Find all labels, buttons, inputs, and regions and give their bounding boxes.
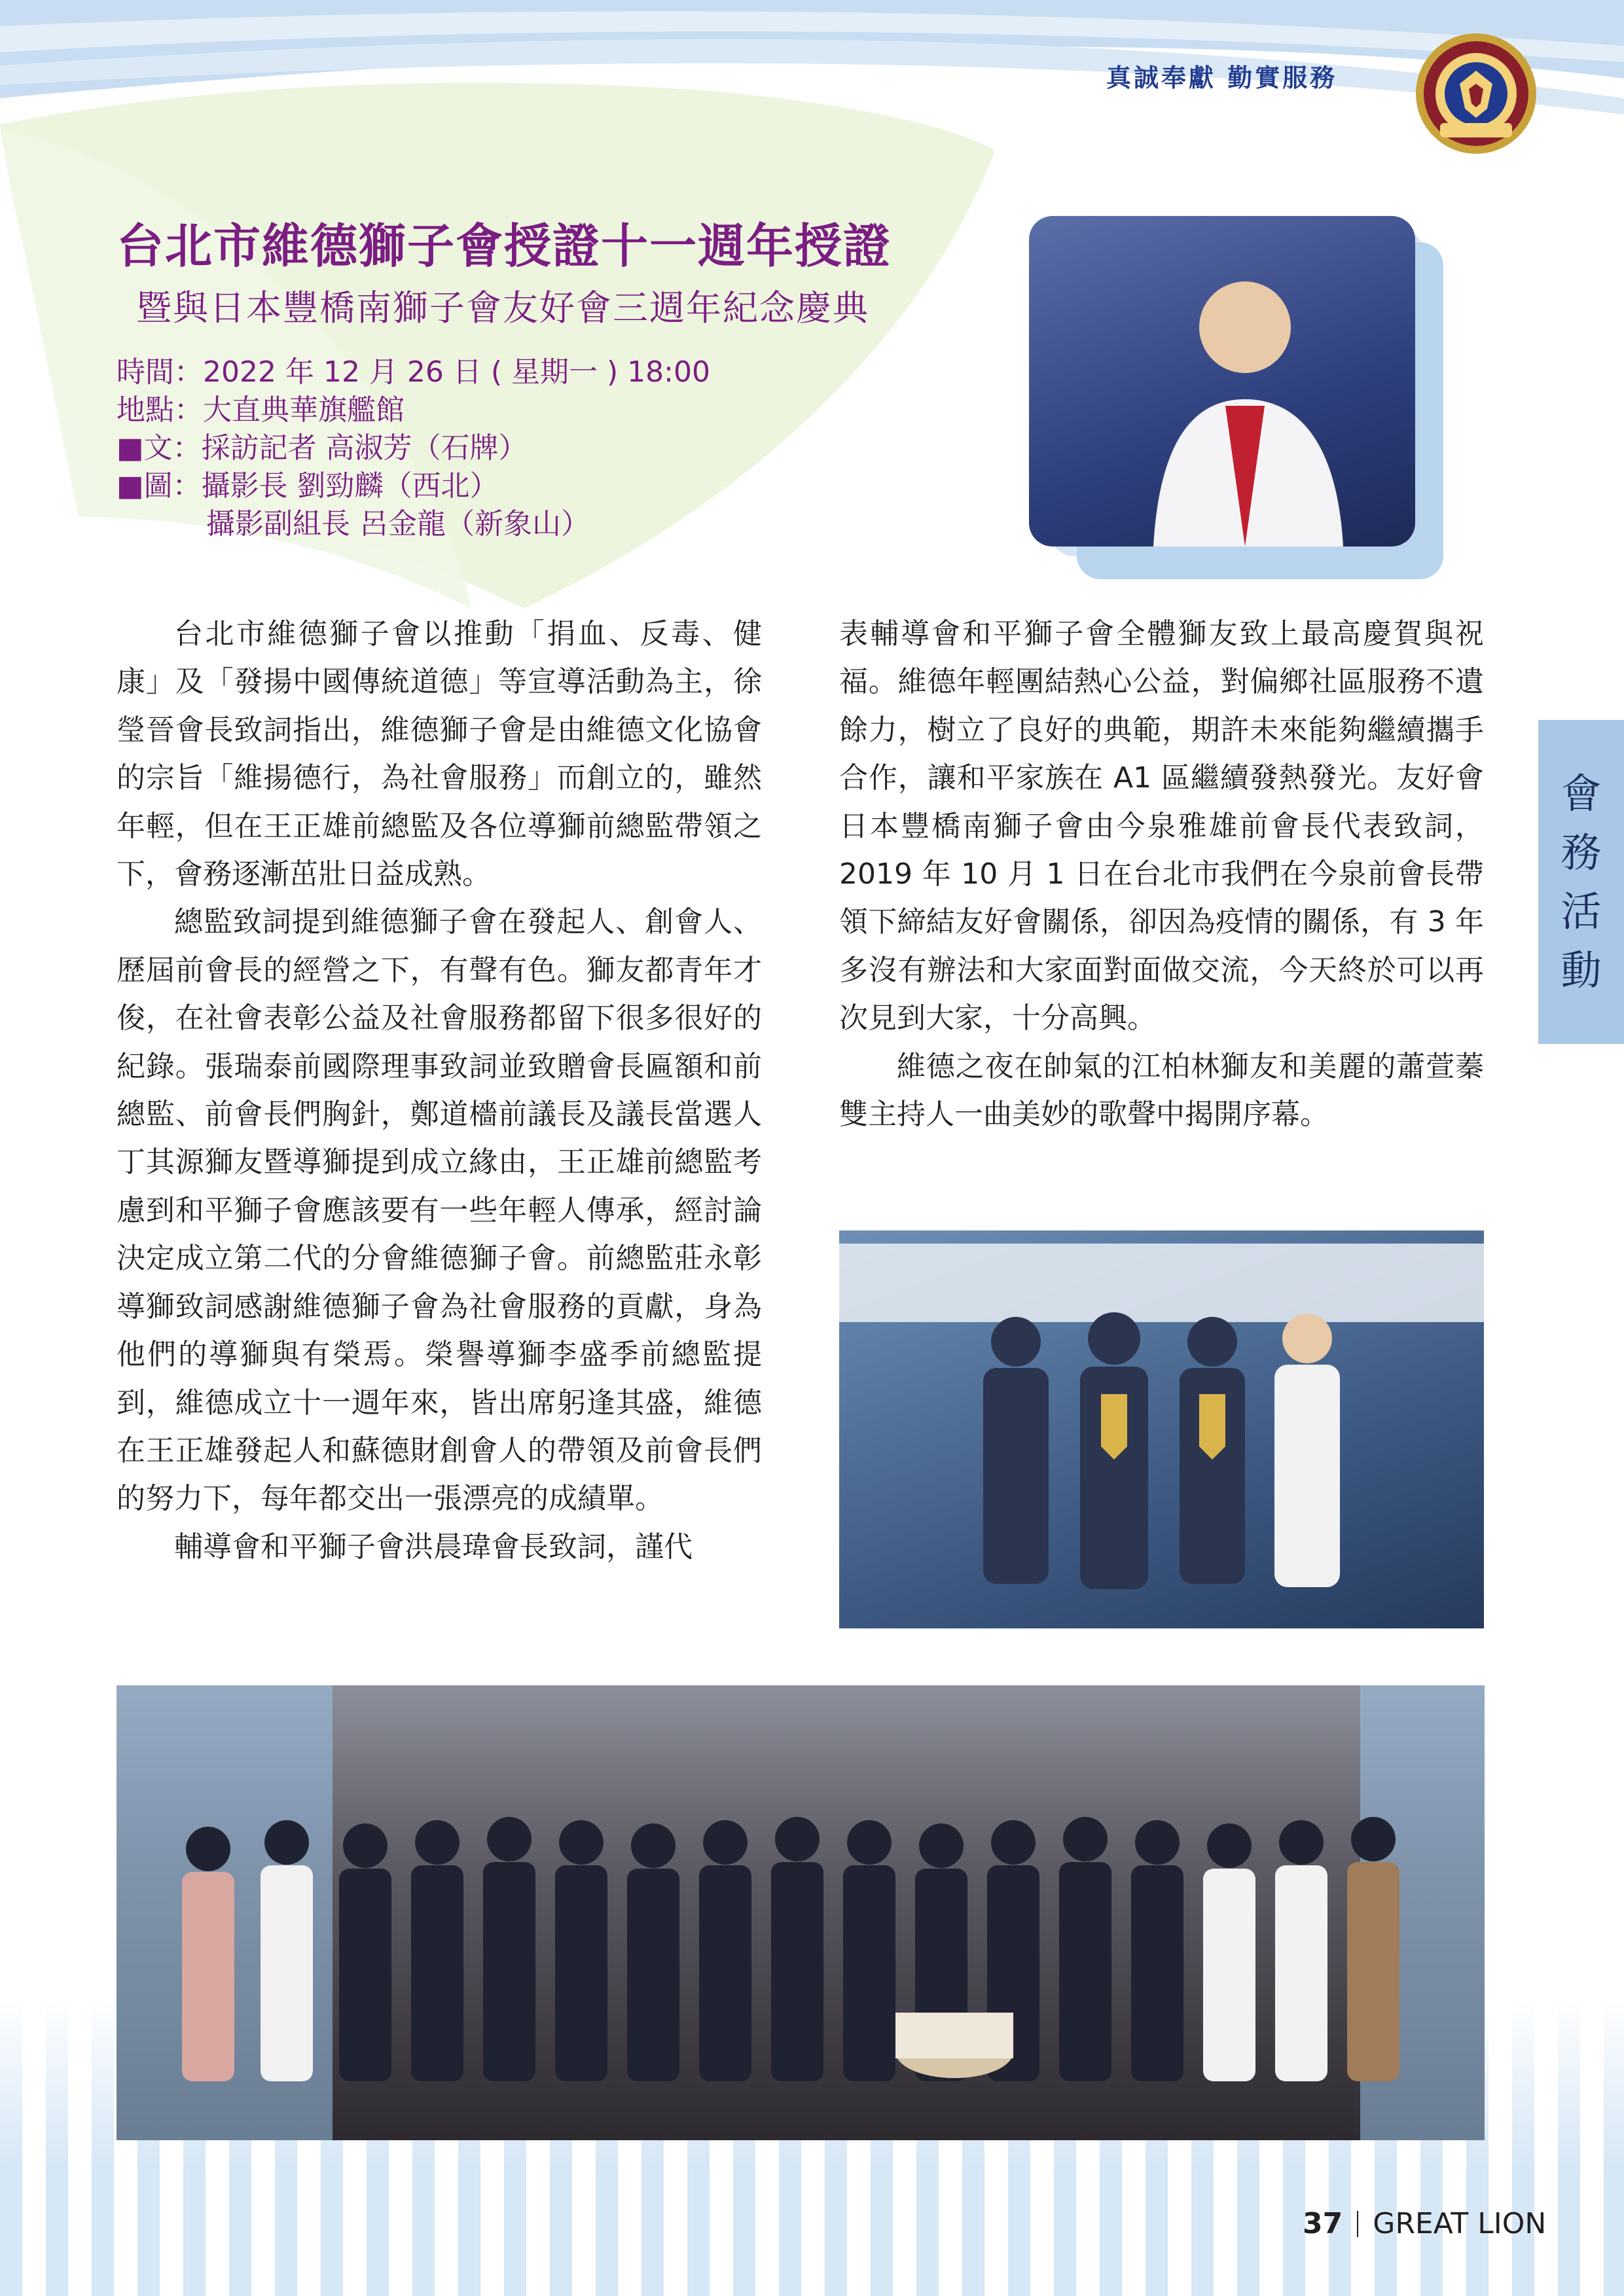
side-tab-char: 務 (1561, 828, 1602, 876)
meta-time: 時間：2022 年 12 月 26 日 ( 星期一 ) 18:00 (117, 355, 710, 389)
article-title: 台北市維德獅子會授證十一週年授證 (117, 219, 892, 274)
body-paragraph: 總監致詞提到維德獅子會在發起人、創會人、歷屆前會長的經營之下，有聲有色。獅友都青年才俊，在社會表彰公益及社會服務都留下很多很好的紀錄。張瑞泰前國際理事致詞並致贈會長匾額和前總監、前會長們胸針，鄭道檣前議長及議長當選人丁其源獅友暨導獅提到成立緣由，王正雄前總監考慮到和平獅子會應該要有一些年輕人傳承，經討論決定成立第二代的分會維德獅子會。前總監莊永彰導獅致詞感謝維德獅子會為社會服務的貢獻，身為他們的導獅與有榮焉。榮譽導獅李盛季前總監提到，維德成立十一週年來，皆出席躬逢其盛，維德在王正雄發起人和蘇德財創會人的帶領及前會長們的努力下，每年都交出一張漂亮的成績單。 (117, 905, 762, 1516)
body-paragraph: 表輔導會和平獅子會全體獅友致上最高慶賀與祝福。維德年輕團結熱心公益，對偏鄉社區服務不遺餘力，樹立了良好的典範，期許未來能夠繼續攜手合作，讓和平家族在 A1 區繼續發熱發光。友好會日本豐橋南獅子會由今泉雅雄前會長代表致詞，2019 年 10 月 1 日在台北市我們在今泉前會長帶領下締結友好會關係，卻因為疫情的關係，有 3 年多沒有辦法和大家面對面做交流，今天終於可以再次見到大家，十分高興。 (839, 617, 1484, 1035)
meta-writer: ■文：採訪記者 高淑芳（石牌） (117, 431, 528, 465)
folio-divider (1357, 2211, 1358, 2237)
portrait-silhouette-icon (1029, 216, 1415, 547)
magazine-name: GREAT LION (1373, 2207, 1547, 2240)
background-leaf-decoration (0, 46, 1113, 635)
section-side-tab (1538, 720, 1624, 1044)
body-paragraph: 台北市維德獅子會以推動「捐血、反毒、健康」及「發揚中國傳統道德」等宣導活動為主，徐瑩晉會長致詞指出，維德獅子會是由維德文化協會的宗旨「維揚德行，為社會服務」而創立的，雖然年輕，但在王正雄前總監及各位導獅前總監帶領之下，會務逐漸茁壯日益成熟。 (117, 617, 762, 891)
article-subtitle: 暨與日本豐橋南獅子會友好會三週年紀念慶典 (136, 287, 869, 329)
group-silhouette-icon (839, 1230, 1484, 1628)
article-body-left-column (117, 610, 762, 1571)
lions-club-emblem-icon (1414, 31, 1538, 156)
page-folio (1303, 2207, 1578, 2240)
side-tab-char: 會 (1561, 769, 1602, 817)
article-body-right-column (839, 610, 1484, 1138)
group-celebration-photo (117, 1685, 1485, 2140)
pennant-exchange-photo (839, 1230, 1484, 1628)
header-motto: 真誠奉獻 勤實服務 (1106, 63, 1338, 92)
meta-photographer: ■圖：攝影長 劉勁麟（西北） (117, 469, 499, 503)
page-number: 37 (1303, 2207, 1343, 2240)
body-paragraph: 輔導會和平獅子會洪晨瑋會長致詞，謹代 (174, 1530, 693, 1564)
celebration-crowd-icon (117, 1685, 1485, 2140)
meta-place: 地點：大直典華旗艦館 (117, 393, 405, 427)
body-paragraph: 維德之夜在帥氣的江柏林獅友和美麗的蕭萱蓁雙主持人一曲美妙的歌聲中揭開序幕。 (839, 1049, 1484, 1132)
side-tab-char: 動 (1561, 946, 1602, 994)
speaker-portrait-photo (1029, 216, 1415, 547)
side-tab-char: 活 (1561, 887, 1602, 935)
article-meta (117, 353, 967, 543)
meta-photographer-assistant: 攝影副組長 呂金龍（新象山） (206, 507, 590, 541)
